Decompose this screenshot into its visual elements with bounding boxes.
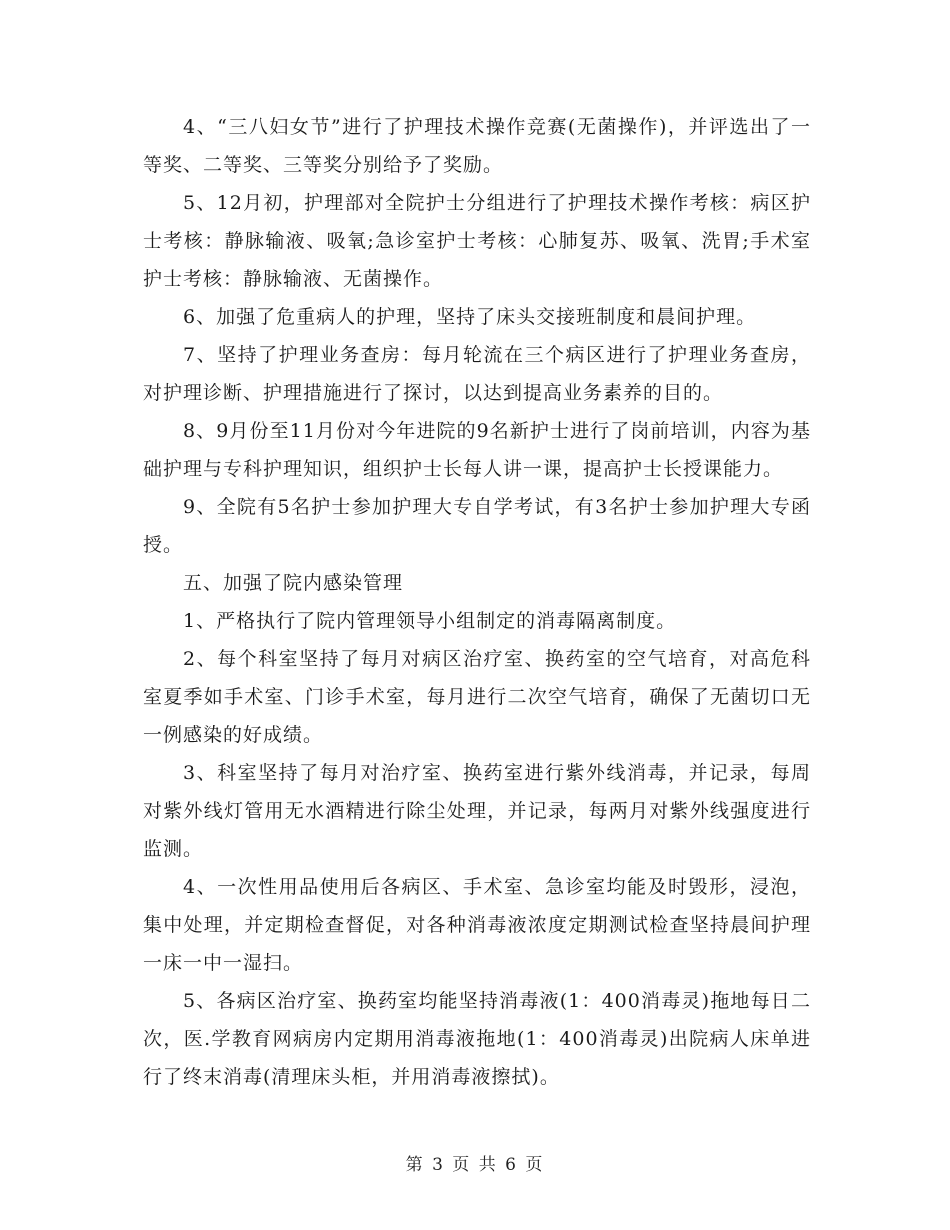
paragraph-item-5-skill-assessment: 5、12月初，护理部对全院护士分组进行了护理技术操作考核：病区护士考核：静脉输液、吸氧;急诊室护士考核：心肺复苏、吸氧、洗胃;手术室护士考核：静脉输液、无菌操作。 xyxy=(143,192,811,290)
paragraph-item-3-uv-disinfection: 3、科室坚持了每月对治疗室、换药室进行紫外线消毒，并记录，每周对紫外线灯管用无水酒精进行除尘处理，并记录，每两月对紫外线强度进行监测。 xyxy=(143,762,811,860)
paragraph-item-5-floor-disinfection: 5、各病区治疗室、换药室均能坚持消毒液(1：400消毒灵)拖地每日二次，医.学教育网病房内定期用消毒液拖地(1：400消毒灵)出院病人床单进行了终末消毒(清理床头柜，并用消毒液擦拭)。 xyxy=(143,990,811,1088)
paragraph-item-4-disposables: 4、一次性用品使用后各病区、手术室、急诊室均能及时毁形，浸泡，集中处理，并定期检查督促，对各种消毒液浓度定期测试检查坚持晨间护理一床一中一湿扫。 xyxy=(143,876,811,974)
paragraph-item-9-exams: 9、全院有5名护士参加护理大专自学考试，有3名护士参加护理大专函授。 xyxy=(143,496,811,556)
paragraph-item-2-air-culture: 2、每个科室坚持了每月对病区治疗室、换药室的空气培育，对高危科室夏季如手术室、门诊手术室，每月进行二次空气培育，确保了无菌切口无一例感染的好成绩。 xyxy=(143,648,811,746)
page-number-footer: 第 3 页 共 6 页 xyxy=(405,1155,545,1175)
section-heading-infection-control: 五、加强了院内感染管理 xyxy=(183,572,404,594)
paragraph-item-7-ward-rounds: 7、坚持了护理业务查房：每月轮流在三个病区进行了护理业务查房，对护理诊断、护理措施进行了探讨，以达到提高业务素养的目的。 xyxy=(143,344,811,404)
paragraph-item-8-new-nurse-training: 8、9月份至11月份对今年进院的9名新护士进行了岗前培训，内容为基础护理与专科护理知识，组织护士长每人讲一课，提高护士长授课能力。 xyxy=(143,420,811,480)
paragraph-item-1-disinfection-rules: 1、严格执行了院内管理领导小组制定的消毒隔离制度。 xyxy=(183,610,677,632)
paragraph-item-4-competition: 4、“三八妇女节”进行了护理技术操作竞赛(无菌操作)，并评选出了一等奖、二等奖、三等奖分别给予了奖励。 xyxy=(143,116,811,176)
paragraph-item-6-critical-care: 6、加强了危重病人的护理，坚持了床头交接班制度和晨间护理。 xyxy=(183,306,757,328)
document-body xyxy=(143,108,811,1096)
